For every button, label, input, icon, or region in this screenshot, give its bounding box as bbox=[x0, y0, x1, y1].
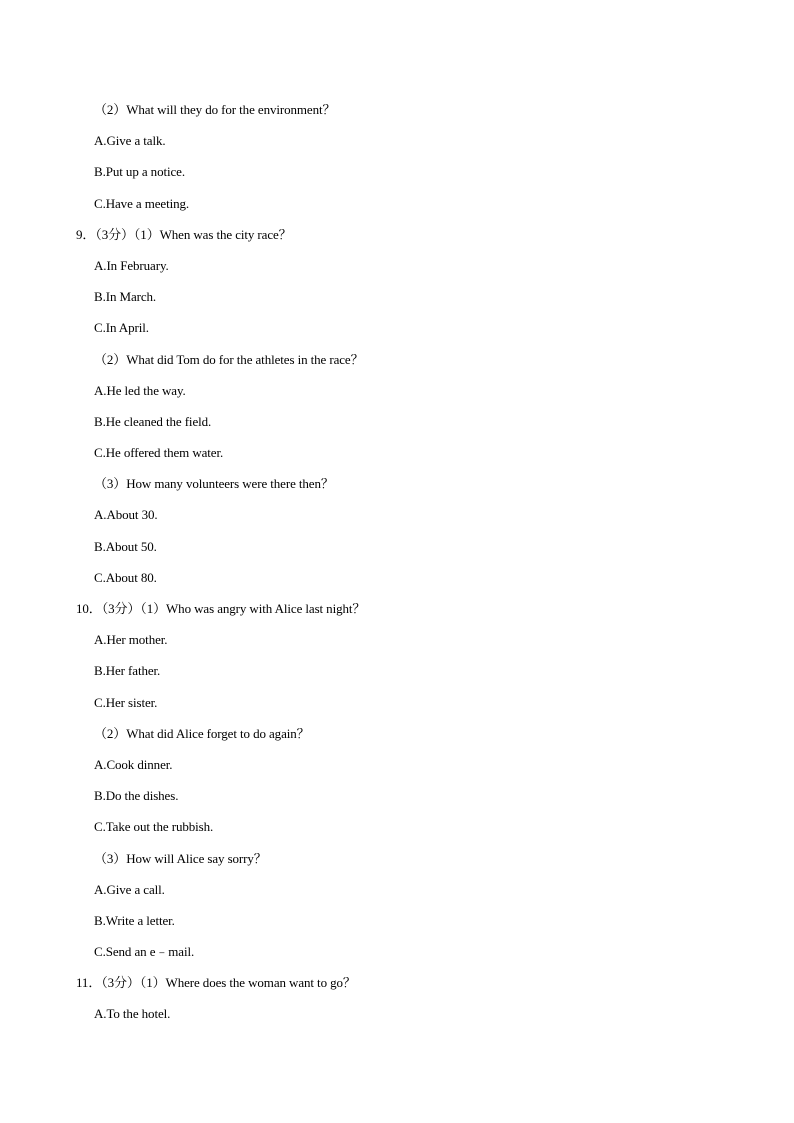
answer-option: A.In February. bbox=[94, 257, 169, 273]
answer-option: B.Do the dishes. bbox=[94, 788, 179, 804]
answer-option: B.About 50. bbox=[94, 538, 157, 554]
answer-option: C.Take out the rubbish. bbox=[94, 819, 214, 835]
sub-question: （2）What will they do for the environment？ bbox=[94, 102, 336, 117]
answer-option: B.In March. bbox=[94, 289, 157, 305]
answer-option: C.About 80. bbox=[94, 569, 157, 585]
answer-option: C.Her sister. bbox=[94, 694, 158, 710]
question-heading: 9．（3分）（1）When was the city race？ bbox=[76, 226, 292, 242]
answer-option: C.In April. bbox=[94, 320, 149, 336]
answer-option: B.He cleaned the field. bbox=[94, 413, 212, 429]
answer-option: A.Her mother. bbox=[94, 632, 168, 648]
question-heading: 10．（3分）（1）Who was angry with Alice last night？ bbox=[76, 601, 366, 616]
exam-page bbox=[0, 94, 794, 1030]
answer-option: C.Have a meeting. bbox=[94, 195, 190, 211]
answer-option: A.Give a call. bbox=[94, 881, 165, 897]
answer-option: A.To the hotel. bbox=[94, 1006, 171, 1022]
answer-option: A.About 30. bbox=[94, 507, 158, 523]
answer-option: A.Give a talk. bbox=[94, 133, 166, 149]
answer-option: C.Send an e﹣mail. bbox=[94, 944, 195, 960]
sub-question: （2）What did Alice forget to do again？ bbox=[94, 725, 310, 741]
question-heading: 11．（3分）（1）Where does the woman want to go？ bbox=[76, 975, 356, 991]
sub-question: （3）How will Alice say sorry？ bbox=[94, 850, 267, 866]
answer-option: A.Cook dinner. bbox=[94, 756, 173, 772]
answer-option: C.He offered them water. bbox=[94, 445, 224, 461]
answer-option: B.Her father. bbox=[94, 663, 161, 679]
sub-question: （2）What did Tom do for the athletes in the race？ bbox=[94, 351, 364, 367]
answer-option: B.Write a letter. bbox=[94, 912, 175, 928]
answer-option: B.Put up a notice. bbox=[94, 164, 185, 180]
answer-option: A.He led the way. bbox=[94, 382, 186, 398]
sub-question: （3）How many volunteers were there then？ bbox=[94, 476, 334, 492]
